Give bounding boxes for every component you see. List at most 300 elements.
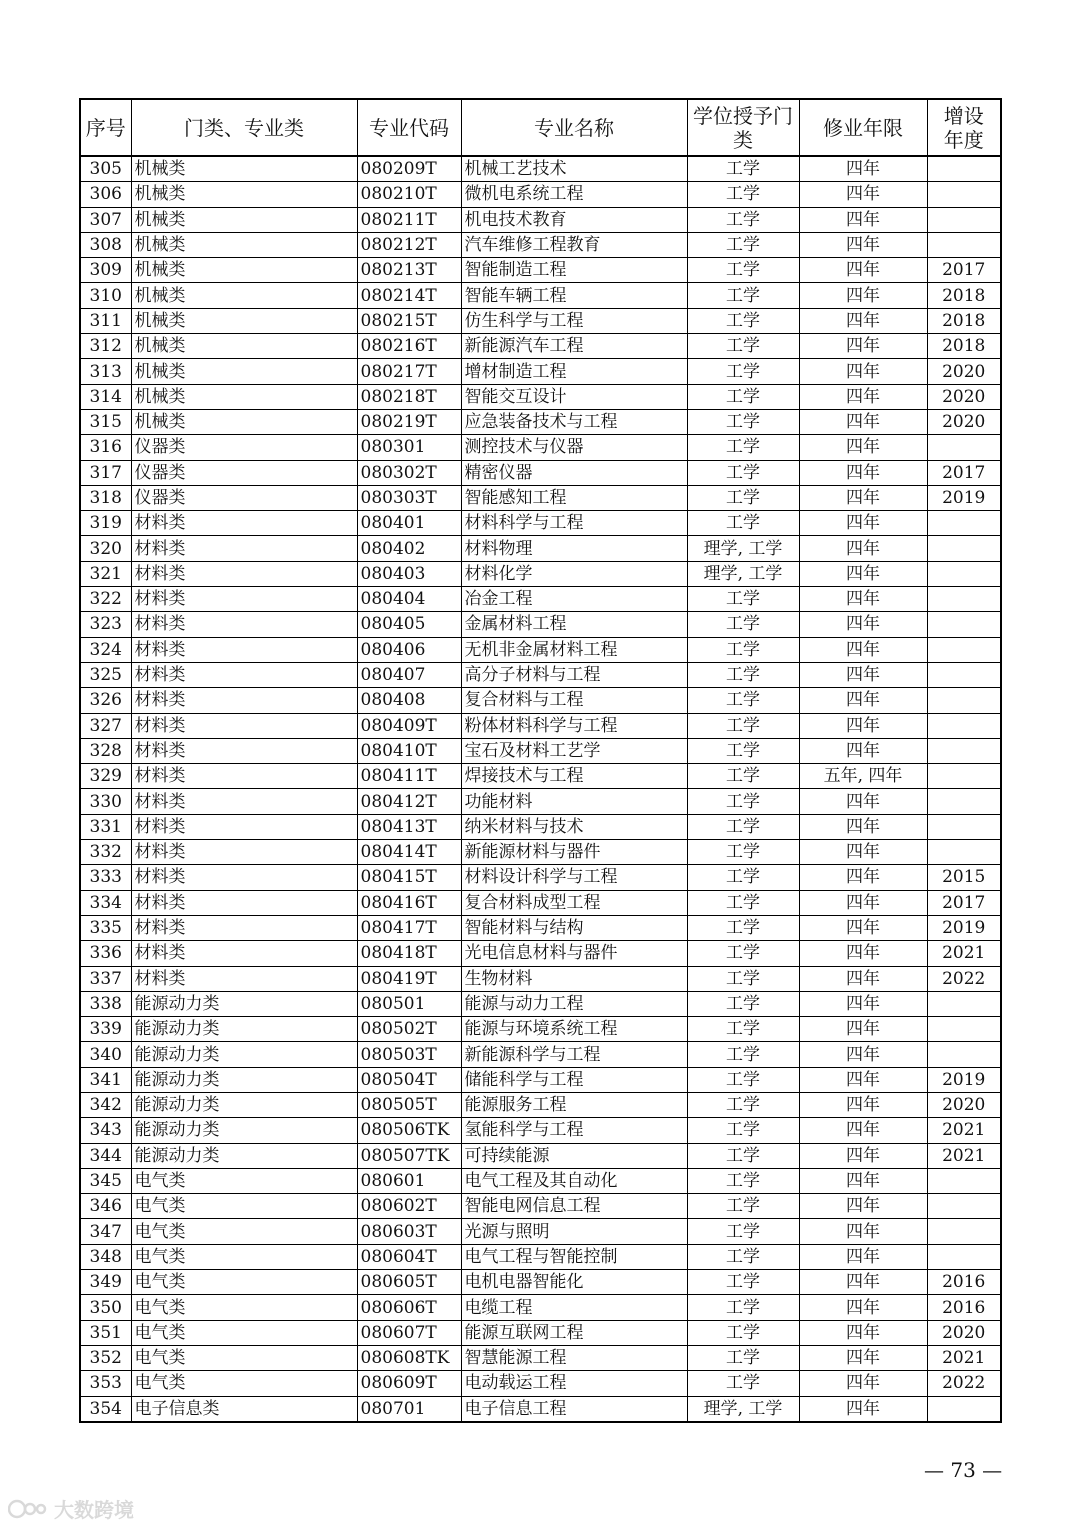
degree-cell: 工学: [687, 890, 799, 915]
table-body: [80, 156, 1001, 1422]
year-added-cell: [927, 182, 1001, 207]
table-row: [80, 1320, 1001, 1345]
year-added-cell: [927, 1168, 1001, 1193]
duration-cell: 四年: [799, 915, 927, 940]
code-cell: 080507TK: [357, 1143, 461, 1168]
category-cell: 电气类: [131, 1194, 357, 1219]
major-name-cell: 智能车辆工程: [461, 283, 687, 308]
category-cell: 材料类: [131, 511, 357, 536]
year-added-cell: 2019: [927, 1067, 1001, 1092]
serial-cell: 345: [80, 1168, 131, 1193]
year-added-cell: 2022: [927, 1371, 1001, 1396]
year-added-cell: [927, 738, 1001, 763]
serial-cell: 318: [80, 485, 131, 510]
major-name-cell: 电缆工程: [461, 1295, 687, 1320]
code-cell: 080407: [357, 662, 461, 687]
duration-cell: 四年: [799, 789, 927, 814]
major-name-cell: 生物材料: [461, 966, 687, 991]
category-cell: 材料类: [131, 814, 357, 839]
year-added-cell: [927, 1244, 1001, 1269]
year-added-cell: [927, 156, 1001, 182]
duration-cell: 四年: [799, 182, 927, 207]
table-row: [80, 207, 1001, 232]
degree-cell: 工学: [687, 1092, 799, 1117]
major-name-cell: 功能材料: [461, 789, 687, 814]
year-added-cell: 2019: [927, 485, 1001, 510]
duration-cell: 四年: [799, 156, 927, 182]
table-row: [80, 587, 1001, 612]
degree-cell: 工学: [687, 789, 799, 814]
code-cell: 080301: [357, 435, 461, 460]
serial-cell: 307: [80, 207, 131, 232]
serial-cell: 327: [80, 713, 131, 738]
watermark-logo-icon: [8, 1498, 48, 1520]
serial-cell: 351: [80, 1320, 131, 1345]
code-cell: 080218T: [357, 384, 461, 409]
header-serial: 序号: [80, 99, 131, 156]
table-header-row: [80, 99, 1001, 156]
category-cell: 机械类: [131, 334, 357, 359]
duration-cell: 四年: [799, 1168, 927, 1193]
code-cell: 080209T: [357, 156, 461, 182]
table-row: [80, 865, 1001, 890]
major-name-cell: 电机电器智能化: [461, 1270, 687, 1295]
code-cell: 080505T: [357, 1092, 461, 1117]
table-row: [80, 915, 1001, 940]
degree-cell: 工学: [687, 258, 799, 283]
duration-cell: 四年: [799, 1143, 927, 1168]
serial-cell: 333: [80, 865, 131, 890]
category-cell: 电气类: [131, 1295, 357, 1320]
category-cell: 材料类: [131, 662, 357, 687]
serial-cell: 309: [80, 258, 131, 283]
degree-cell: 工学: [687, 409, 799, 434]
degree-cell: 工学: [687, 435, 799, 460]
duration-cell: 四年: [799, 1042, 927, 1067]
duration-cell: 四年: [799, 890, 927, 915]
duration-cell: 四年: [799, 941, 927, 966]
category-cell: 电气类: [131, 1219, 357, 1244]
category-cell: 电气类: [131, 1270, 357, 1295]
table-row: [80, 384, 1001, 409]
major-name-cell: 机械工艺技术: [461, 156, 687, 182]
degree-cell: 工学: [687, 662, 799, 687]
serial-cell: 350: [80, 1295, 131, 1320]
major-name-cell: 复合材料与工程: [461, 688, 687, 713]
table-row: [80, 1042, 1001, 1067]
category-cell: 仪器类: [131, 435, 357, 460]
serial-cell: 343: [80, 1118, 131, 1143]
major-name-cell: 能源互联网工程: [461, 1320, 687, 1345]
duration-cell: 四年: [799, 1092, 927, 1117]
serial-cell: 305: [80, 156, 131, 182]
duration-cell: 四年: [799, 1244, 927, 1269]
year-added-cell: [927, 662, 1001, 687]
degree-cell: 工学: [687, 865, 799, 890]
category-cell: 仪器类: [131, 485, 357, 510]
degree-cell: 工学: [687, 1194, 799, 1219]
table-row: [80, 460, 1001, 485]
code-cell: 080416T: [357, 890, 461, 915]
degree-cell: 工学: [687, 1295, 799, 1320]
year-added-cell: 2016: [927, 1270, 1001, 1295]
duration-cell: 四年: [799, 1270, 927, 1295]
year-added-cell: 2017: [927, 890, 1001, 915]
degree-cell: 理学, 工学: [687, 561, 799, 586]
table-row: [80, 1270, 1001, 1295]
category-cell: 能源动力类: [131, 1042, 357, 1067]
serial-cell: 354: [80, 1396, 131, 1422]
major-name-cell: 应急装备技术与工程: [461, 409, 687, 434]
year-added-cell: [927, 637, 1001, 662]
code-cell: 080605T: [357, 1270, 461, 1295]
year-added-cell: 2020: [927, 1092, 1001, 1117]
serial-cell: 339: [80, 1017, 131, 1042]
duration-cell: 四年: [799, 1219, 927, 1244]
duration-cell: 四年: [799, 840, 927, 865]
degree-cell: 工学: [687, 1143, 799, 1168]
year-added-cell: 2022: [927, 966, 1001, 991]
category-cell: 材料类: [131, 713, 357, 738]
table-row: [80, 156, 1001, 182]
table-row: [80, 485, 1001, 510]
year-added-cell: 2020: [927, 359, 1001, 384]
table-row: [80, 1371, 1001, 1396]
major-name-cell: 光电信息材料与器件: [461, 941, 687, 966]
code-cell: 080418T: [357, 941, 461, 966]
duration-cell: 五年, 四年: [799, 764, 927, 789]
degree-cell: 工学: [687, 384, 799, 409]
degree-cell: 工学: [687, 182, 799, 207]
degree-cell: 工学: [687, 688, 799, 713]
duration-cell: 四年: [799, 1396, 927, 1422]
category-cell: 机械类: [131, 409, 357, 434]
duration-cell: 四年: [799, 384, 927, 409]
duration-cell: 四年: [799, 865, 927, 890]
year-added-cell: [927, 764, 1001, 789]
year-added-cell: [927, 561, 1001, 586]
serial-cell: 329: [80, 764, 131, 789]
table-row: [80, 511, 1001, 536]
table-row: [80, 1345, 1001, 1370]
code-cell: 080504T: [357, 1067, 461, 1092]
code-cell: 080603T: [357, 1219, 461, 1244]
serial-cell: 352: [80, 1345, 131, 1370]
year-added-cell: 2017: [927, 258, 1001, 283]
duration-cell: 四年: [799, 991, 927, 1016]
duration-cell: 四年: [799, 460, 927, 485]
year-added-cell: 2017: [927, 460, 1001, 485]
header-major-name: 专业名称: [461, 99, 687, 156]
category-cell: 电气类: [131, 1244, 357, 1269]
degree-cell: 工学: [687, 308, 799, 333]
serial-cell: 347: [80, 1219, 131, 1244]
table-row: [80, 738, 1001, 763]
serial-cell: 321: [80, 561, 131, 586]
category-cell: 机械类: [131, 182, 357, 207]
year-added-cell: [927, 789, 1001, 814]
code-cell: 080415T: [357, 865, 461, 890]
year-added-cell: [927, 840, 1001, 865]
table-row: [80, 283, 1001, 308]
category-cell: 材料类: [131, 688, 357, 713]
serial-cell: 320: [80, 536, 131, 561]
serial-cell: 324: [80, 637, 131, 662]
table-row: [80, 359, 1001, 384]
table-row: [80, 1295, 1001, 1320]
code-cell: 080608TK: [357, 1345, 461, 1370]
table-row: [80, 435, 1001, 460]
code-cell: 080404: [357, 587, 461, 612]
degree-cell: 工学: [687, 1219, 799, 1244]
degree-cell: 工学: [687, 156, 799, 182]
duration-cell: 四年: [799, 814, 927, 839]
category-cell: 材料类: [131, 738, 357, 763]
category-cell: 机械类: [131, 359, 357, 384]
year-added-cell: [927, 814, 1001, 839]
degree-cell: 工学: [687, 359, 799, 384]
category-cell: 材料类: [131, 915, 357, 940]
category-cell: 能源动力类: [131, 991, 357, 1016]
major-name-cell: 材料科学与工程: [461, 511, 687, 536]
year-added-cell: [927, 1396, 1001, 1422]
code-cell: 080210T: [357, 182, 461, 207]
code-cell: 080701: [357, 1396, 461, 1422]
category-cell: 材料类: [131, 612, 357, 637]
table-row: [80, 561, 1001, 586]
category-cell: 仪器类: [131, 460, 357, 485]
code-cell: 080410T: [357, 738, 461, 763]
code-cell: 080402: [357, 536, 461, 561]
degree-cell: 工学: [687, 915, 799, 940]
duration-cell: 四年: [799, 1194, 927, 1219]
degree-cell: 工学: [687, 207, 799, 232]
degree-cell: 工学: [687, 1118, 799, 1143]
duration-cell: 四年: [799, 713, 927, 738]
degree-cell: 工学: [687, 814, 799, 839]
code-cell: 080411T: [357, 764, 461, 789]
year-added-cell: [927, 435, 1001, 460]
major-name-cell: 储能科学与工程: [461, 1067, 687, 1092]
category-cell: 材料类: [131, 840, 357, 865]
category-cell: 材料类: [131, 865, 357, 890]
serial-cell: 336: [80, 941, 131, 966]
year-added-cell: 2021: [927, 1345, 1001, 1370]
code-cell: 080302T: [357, 460, 461, 485]
code-cell: 080211T: [357, 207, 461, 232]
category-cell: 材料类: [131, 789, 357, 814]
watermark: [8, 1494, 134, 1523]
code-cell: 080604T: [357, 1244, 461, 1269]
degree-cell: 工学: [687, 232, 799, 257]
duration-cell: 四年: [799, 1371, 927, 1396]
table-row: [80, 1143, 1001, 1168]
major-name-cell: 冶金工程: [461, 587, 687, 612]
major-name-cell: 新能源科学与工程: [461, 1042, 687, 1067]
table-row: [80, 637, 1001, 662]
major-name-cell: 机电技术教育: [461, 207, 687, 232]
table-row: [80, 890, 1001, 915]
major-name-cell: 电动载运工程: [461, 1371, 687, 1396]
serial-cell: 314: [80, 384, 131, 409]
code-cell: 080412T: [357, 789, 461, 814]
degree-cell: 工学: [687, 1270, 799, 1295]
category-cell: 材料类: [131, 941, 357, 966]
serial-cell: 330: [80, 789, 131, 814]
major-name-cell: 材料物理: [461, 536, 687, 561]
degree-cell: 工学: [687, 511, 799, 536]
duration-cell: 四年: [799, 966, 927, 991]
serial-cell: 310: [80, 283, 131, 308]
major-name-cell: 材料设计科学与工程: [461, 865, 687, 890]
major-name-cell: 精密仪器: [461, 460, 687, 485]
degree-cell: 工学: [687, 941, 799, 966]
code-cell: 080506TK: [357, 1118, 461, 1143]
serial-cell: 316: [80, 435, 131, 460]
degree-cell: 工学: [687, 1371, 799, 1396]
code-cell: 080215T: [357, 308, 461, 333]
code-cell: 080606T: [357, 1295, 461, 1320]
year-added-cell: 2021: [927, 1118, 1001, 1143]
category-cell: 能源动力类: [131, 1143, 357, 1168]
serial-cell: 338: [80, 991, 131, 1016]
watermark-text: 大数跨境: [54, 1498, 134, 1522]
table-row: [80, 1219, 1001, 1244]
major-name-cell: 复合材料成型工程: [461, 890, 687, 915]
table-row: [80, 334, 1001, 359]
table-row: [80, 612, 1001, 637]
duration-cell: 四年: [799, 1067, 927, 1092]
code-cell: 080414T: [357, 840, 461, 865]
serial-cell: 346: [80, 1194, 131, 1219]
code-cell: 080303T: [357, 485, 461, 510]
serial-cell: 344: [80, 1143, 131, 1168]
degree-cell: 工学: [687, 1320, 799, 1345]
year-added-cell: 2021: [927, 1143, 1001, 1168]
duration-cell: 四年: [799, 637, 927, 662]
year-added-cell: 2020: [927, 384, 1001, 409]
code-cell: 080214T: [357, 283, 461, 308]
year-added-cell: 2016: [927, 1295, 1001, 1320]
major-name-cell: 高分子材料与工程: [461, 662, 687, 687]
degree-cell: 工学: [687, 460, 799, 485]
degree-cell: 工学: [687, 991, 799, 1016]
header-category: 门类、专业类: [131, 99, 357, 156]
serial-cell: 337: [80, 966, 131, 991]
serial-cell: 312: [80, 334, 131, 359]
table-row: [80, 688, 1001, 713]
category-cell: 电气类: [131, 1168, 357, 1193]
year-added-cell: 2020: [927, 409, 1001, 434]
category-cell: 材料类: [131, 637, 357, 662]
year-added-cell: 2018: [927, 283, 1001, 308]
year-added-cell: [927, 207, 1001, 232]
major-name-cell: 光源与照明: [461, 1219, 687, 1244]
serial-cell: 323: [80, 612, 131, 637]
duration-cell: 四年: [799, 536, 927, 561]
year-added-cell: 2020: [927, 1320, 1001, 1345]
serial-cell: 322: [80, 587, 131, 612]
code-cell: 080219T: [357, 409, 461, 434]
degree-cell: 工学: [687, 966, 799, 991]
category-cell: 机械类: [131, 207, 357, 232]
degree-cell: 工学: [687, 1017, 799, 1042]
category-cell: 电气类: [131, 1371, 357, 1396]
category-cell: 材料类: [131, 587, 357, 612]
serial-cell: 349: [80, 1270, 131, 1295]
major-name-cell: 纳米材料与技术: [461, 814, 687, 839]
table-row: [80, 536, 1001, 561]
category-cell: 能源动力类: [131, 1067, 357, 1092]
year-added-cell: [927, 587, 1001, 612]
code-cell: 080405: [357, 612, 461, 637]
duration-cell: 四年: [799, 1320, 927, 1345]
header-year-added: 增设年度: [927, 99, 1001, 156]
major-name-cell: 测控技术与仪器: [461, 435, 687, 460]
duration-cell: 四年: [799, 1118, 927, 1143]
category-cell: 机械类: [131, 283, 357, 308]
code-cell: 080609T: [357, 1371, 461, 1396]
degree-cell: 工学: [687, 738, 799, 763]
degree-cell: 工学: [687, 612, 799, 637]
serial-cell: 311: [80, 308, 131, 333]
duration-cell: 四年: [799, 207, 927, 232]
year-added-cell: 2018: [927, 308, 1001, 333]
year-added-cell: 2015: [927, 865, 1001, 890]
degree-cell: 工学: [687, 1168, 799, 1193]
major-name-cell: 无机非金属材料工程: [461, 637, 687, 662]
header-duration: 修业年限: [799, 99, 927, 156]
duration-cell: 四年: [799, 688, 927, 713]
category-cell: 电子信息类: [131, 1396, 357, 1422]
duration-cell: 四年: [799, 561, 927, 586]
serial-cell: 331: [80, 814, 131, 839]
serial-cell: 342: [80, 1092, 131, 1117]
category-cell: 机械类: [131, 232, 357, 257]
table-row: [80, 1194, 1001, 1219]
serial-cell: 340: [80, 1042, 131, 1067]
year-added-cell: [927, 536, 1001, 561]
serial-cell: 353: [80, 1371, 131, 1396]
major-name-cell: 电气工程及其自动化: [461, 1168, 687, 1193]
degree-cell: 工学: [687, 334, 799, 359]
header-code: 专业代码: [357, 99, 461, 156]
major-name-cell: 材料化学: [461, 561, 687, 586]
code-cell: 080212T: [357, 232, 461, 257]
year-added-cell: 2019: [927, 915, 1001, 940]
degree-cell: 理学, 工学: [687, 536, 799, 561]
major-name-cell: 微机电系统工程: [461, 182, 687, 207]
year-added-cell: [927, 688, 1001, 713]
duration-cell: 四年: [799, 359, 927, 384]
code-cell: 080403: [357, 561, 461, 586]
degree-cell: 工学: [687, 840, 799, 865]
year-added-cell: [927, 1219, 1001, 1244]
duration-cell: 四年: [799, 308, 927, 333]
degree-cell: 工学: [687, 764, 799, 789]
code-cell: 080401: [357, 511, 461, 536]
table-row: [80, 713, 1001, 738]
category-cell: 电气类: [131, 1320, 357, 1345]
code-cell: 080501: [357, 991, 461, 1016]
major-name-cell: 新能源材料与器件: [461, 840, 687, 865]
duration-cell: 四年: [799, 283, 927, 308]
duration-cell: 四年: [799, 587, 927, 612]
majors-table: [79, 98, 1002, 1423]
major-name-cell: 智慧能源工程: [461, 1345, 687, 1370]
category-cell: 能源动力类: [131, 1118, 357, 1143]
category-cell: 机械类: [131, 156, 357, 182]
